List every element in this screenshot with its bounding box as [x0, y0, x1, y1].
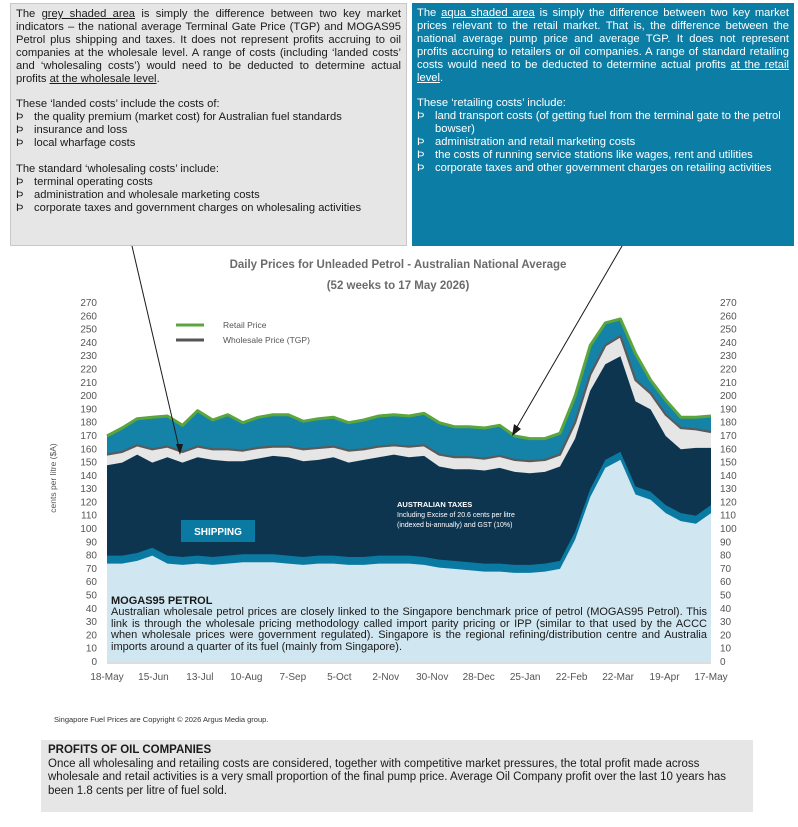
chart-subtitle: (52 weeks to 17 May 2026) [326, 280, 470, 292]
wholesale-cost-item-text: administration and wholesale marketing costs [34, 188, 260, 201]
y-tick-label-right: 90 [720, 537, 732, 549]
profits-title: PROFITS OF OIL COMPANIES [48, 744, 212, 756]
x-tick-label: 18-May [90, 672, 124, 683]
y-tick-label-left: 80 [85, 550, 97, 562]
y-tick-label-right: 80 [720, 550, 732, 562]
profits-box [41, 740, 753, 812]
x-tick-label: 28-Dec [462, 672, 495, 683]
profits-body: Once all wholesaling and retailing costs are considered, together with competitive market pressures, the total profit made across wholesale and retail activities is a very small proportion of the final pump price. Average Oil Company profit over the last 10 years has been 1.8 cents per litre of fuel sold. [48, 757, 726, 797]
y-axis-left [80, 298, 97, 668]
y-tick-label-left: 20 [85, 630, 97, 642]
y-tick-label-left: 130 [80, 484, 97, 496]
y-tick-label-right: 190 [720, 404, 737, 416]
bullet-icon: Þ [417, 136, 425, 149]
y-tick-label-left: 120 [80, 497, 97, 509]
x-tick-label: 17-May [694, 672, 728, 683]
y-tick-label-right: 200 [720, 391, 737, 403]
x-tick-label: 13-Jul [186, 672, 214, 683]
landed-cost-item-text: the quality premium (market cost) for Australian fuel standards [34, 111, 342, 124]
bullet-icon: Þ [16, 137, 24, 150]
wholesale-level-term: at the wholesale level [49, 72, 157, 85]
aqua-intro-pre: The [417, 7, 442, 19]
y-tick-label-right: 120 [720, 497, 737, 509]
y-tick-label-left: 0 [91, 657, 97, 668]
y-tick-label-left: 110 [81, 510, 97, 522]
x-tick-label: 22-Mar [602, 672, 634, 683]
grey-intro-end: . [156, 72, 160, 85]
y-axis-label: cents per litre ($A) [48, 443, 58, 513]
y-tick-label-right: 260 [720, 311, 737, 323]
y-tick-label-right: 180 [720, 417, 737, 429]
y-tick-label-left: 50 [85, 590, 97, 602]
mogas-annotation [111, 596, 707, 653]
retail-costs-heading: These ‘retailing costs’ include: [417, 97, 566, 110]
aqua-callout-arrowhead [512, 424, 521, 436]
y-tick-label-right: 240 [720, 337, 737, 349]
grey-intro-body: is simply the difference between two key market indicators – the national average Terminal Gate Price (TGP) and MOGAS95 Petrol plus shipping and taxes. It does not represent profits accruing to oil companies at the wholesale level. A range of costs (including ‘landed costs’ and ‘wholesaling costs’) would need to be deducted to determine actual profits [16, 8, 402, 85]
y-tick-label-left: 240 [80, 337, 97, 349]
y-tick-label-left: 90 [85, 537, 97, 549]
y-tick-label-right: 10 [720, 643, 732, 655]
x-tick-label: 5-Oct [327, 672, 352, 683]
y-tick-label-left: 10 [85, 643, 97, 655]
retail-cost-item-text: administration and retail marketing costs [435, 136, 636, 149]
legend-wholesale-label: Wholesale Price (TGP) [223, 335, 310, 345]
bullet-icon: Þ [16, 188, 24, 201]
retail-level-term: at the retail level [417, 58, 789, 84]
y-tick-label-right: 210 [720, 377, 737, 389]
retail-cost-item-text: the costs of running service stations like wages, rent and utilities [435, 149, 753, 162]
mogas-body: Australian wholesale petrol prices are closely linked to the Singapore benchmark price of petrol (MOGAS95 Petrol). This link is through the wholesale pricing methodology called import parity pricing or IPP (similar to that used by the ACCC when wholesale prices were government regulated). Singapore is the regional refining/distribution centre and Australia imports around a quarter of its fuel (mainly from Singapore). [111, 606, 707, 653]
retail-cost-item-text: land transport costs (of getting fuel from the terminal gate to the petrol bowser) [435, 110, 781, 136]
aqua-shaded-area-term: aqua shaded area [441, 7, 535, 19]
wholesale-cost-item-text: terminal operating costs [34, 175, 153, 188]
y-tick-label-right: 50 [720, 590, 732, 602]
bullet-icon: Þ [16, 201, 24, 214]
y-tick-label-right: 0 [720, 657, 726, 668]
grey-intro-pre: The [16, 8, 42, 20]
y-tick-label-left: 100 [80, 524, 97, 536]
y-tick-label-right: 230 [720, 351, 737, 363]
y-tick-label-right: 220 [720, 364, 737, 376]
bullet-icon: Þ [16, 124, 24, 137]
y-tick-label-left: 210 [80, 377, 97, 389]
wholesale-costs-heading: The standard ‘wholesaling costs’ include: [16, 163, 219, 176]
y-tick-label-left: 40 [85, 603, 97, 615]
taxes-label-title: AUSTRALIAN TAXES [397, 500, 473, 509]
shipping-label: SHIPPING [194, 527, 242, 538]
y-tick-label-right: 100 [720, 524, 737, 536]
y-tick-label-right: 160 [720, 444, 737, 456]
y-tick-label-left: 160 [80, 444, 97, 456]
y-tick-label-left: 200 [80, 391, 97, 403]
y-tick-label-left: 150 [80, 457, 97, 469]
y-tick-label-left: 180 [80, 417, 97, 429]
y-tick-label-left: 250 [80, 324, 97, 336]
landed-costs-heading: These ‘landed costs’ include the costs of: [16, 98, 220, 111]
x-tick-label: 19-Apr [649, 672, 680, 683]
y-tick-label-left: 30 [85, 617, 97, 629]
landed-cost-item-text: insurance and loss [34, 124, 128, 137]
y-tick-label-right: 130 [720, 484, 737, 496]
y-tick-label-right: 250 [720, 324, 737, 336]
y-tick-label-left: 260 [80, 311, 97, 323]
y-tick-label-right: 170 [720, 430, 737, 442]
bullet-icon: Þ [16, 175, 24, 188]
bullet-icon: Þ [417, 149, 425, 162]
x-tick-label: 10-Aug [230, 672, 263, 683]
y-tick-label-right: 60 [720, 577, 732, 589]
aqua-intro-end: . [440, 71, 444, 84]
y-tick-label-left: 170 [80, 430, 97, 442]
legend-retail-label: Retail Price [223, 320, 267, 330]
y-tick-label-left: 60 [85, 577, 97, 589]
y-tick-label-right: 140 [720, 470, 737, 482]
y-tick-label-left: 70 [85, 563, 97, 575]
aqua-intro-body: is simply the difference between two key market prices relevant to the retail market. That is, the difference between the national average pump price and average TGP. It does not represent profits accruing to retailers or oil companies. A range of standard retailing costs would need to be deducted to determine actual profits [417, 7, 790, 71]
y-tick-label-left: 190 [80, 404, 97, 416]
landed-cost-item-text: local wharfage costs [34, 137, 136, 150]
y-tick-label-right: 30 [720, 617, 732, 629]
bullet-icon: Þ [16, 111, 24, 124]
y-tick-label-left: 220 [80, 364, 97, 376]
grey-shaded-area-term: grey shaded area [41, 8, 136, 20]
chart-title: Daily Prices for Unleaded Petrol - Australian National Average [229, 259, 567, 271]
y-tick-label-right: 150 [720, 457, 737, 469]
x-tick-label: 15-Jun [138, 672, 169, 683]
y-tick-label-right: 20 [720, 630, 732, 642]
x-tick-label: 7-Sep [279, 672, 307, 683]
bullet-icon: Þ [417, 110, 425, 123]
taxes-label-line2: (indexed bi-annually) and GST (10%) [397, 522, 513, 529]
y-axis-right [720, 298, 737, 668]
copyright-note: Singapore Fuel Prices are Copyright © 2026 Argus Media group. [54, 715, 269, 724]
retail-cost-item-text: corporate taxes and other government charges on retailing activities [435, 161, 772, 174]
y-tick-label-right: 270 [720, 298, 737, 309]
y-tick-label-right: 70 [720, 563, 732, 575]
y-tick-label-right: 40 [720, 603, 732, 615]
y-tick-label-left: 270 [80, 298, 97, 309]
wholesale-cost-item-text: corporate taxes and government charges on wholesaling activities [34, 201, 362, 214]
x-axis [90, 663, 727, 683]
bullet-icon: Þ [417, 161, 425, 174]
x-tick-label: 25-Jan [509, 672, 541, 683]
y-tick-label-left: 140 [80, 470, 97, 482]
taxes-label-line1: Including Excise of 20.6 cents per litre [397, 512, 515, 519]
x-tick-label: 2-Nov [372, 672, 400, 683]
y-tick-label-left: 230 [80, 351, 97, 363]
y-tick-label-right: 110 [720, 510, 736, 522]
x-tick-label: 22-Feb [555, 672, 588, 683]
x-tick-label: 30-Nov [416, 672, 449, 683]
mogas-title: MOGAS95 PETROL [111, 595, 213, 607]
